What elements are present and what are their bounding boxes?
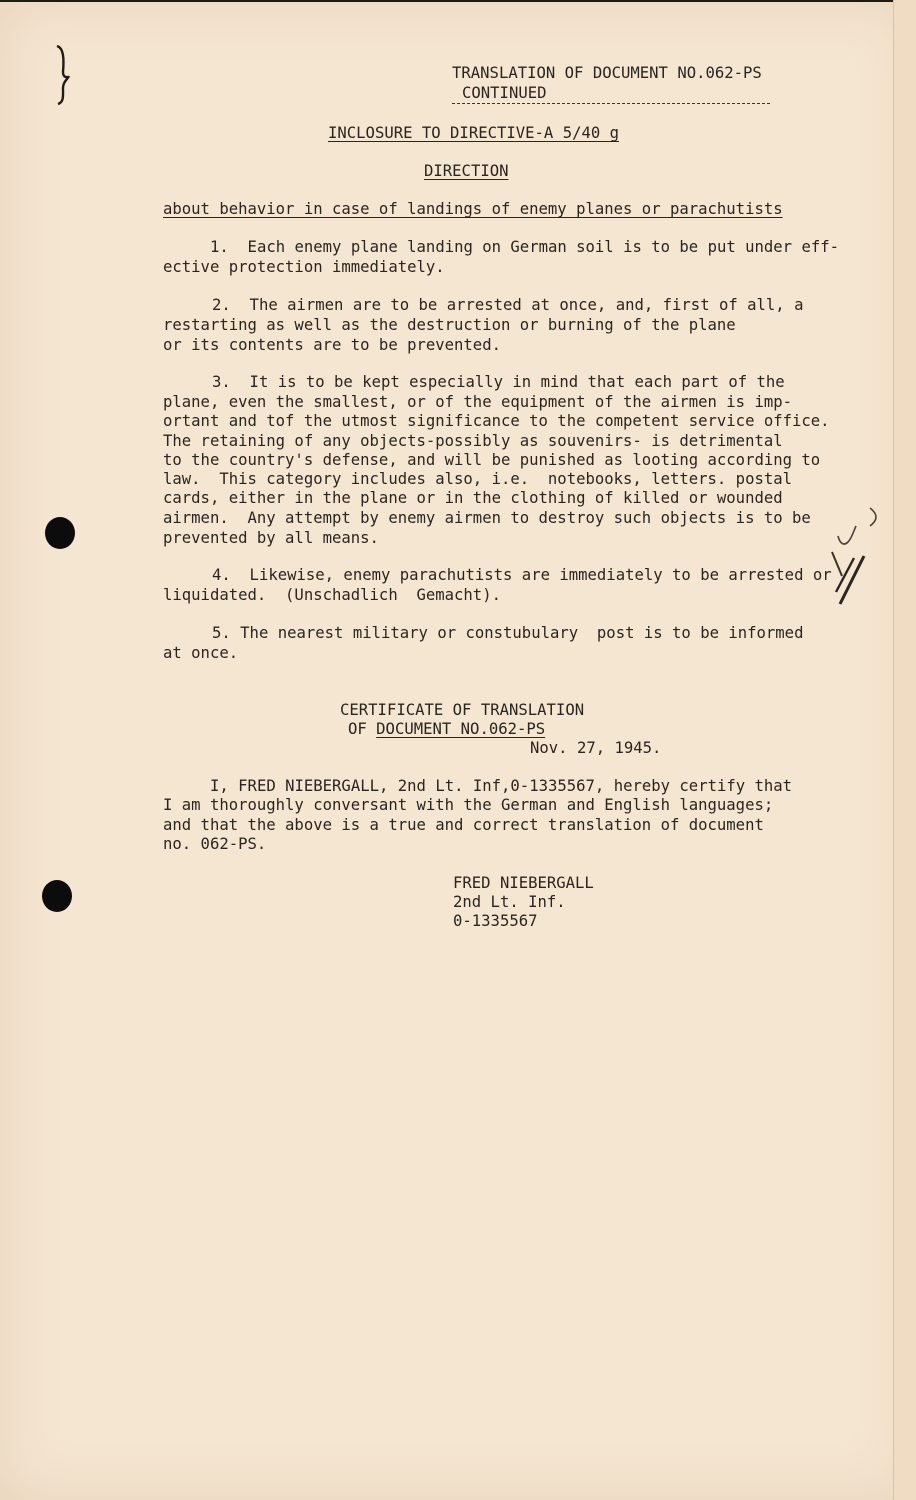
para1-line2: ective protection immediately. [163, 258, 445, 276]
para4-line1: 4. Likewise, enemy parachutists are immediately to be arrested or [212, 566, 832, 584]
certificate-doc-number: DOCUMENT NO.062-PS [376, 720, 546, 738]
certificate-date: Nov. 27, 1945. [530, 739, 662, 757]
signature-rank: 2nd Lt. Inf. [453, 893, 566, 911]
para3-line1: 3. It is to be kept especially in mind that each part of the [212, 373, 785, 391]
para1-line1: 1. Each enemy plane landing on German soil is to be put under eff- [210, 238, 840, 256]
para3-line6: law. This category includes also, i.e. notebooks, letters. postal [163, 470, 793, 488]
para2-line1: 2. The airmen are to be arrested at once, and, first of all, a [212, 296, 804, 314]
page-top-edge [0, 0, 916, 2]
certificate-doc-prefix: OF [348, 720, 377, 738]
para4-line2: liquidated. (Unschadlich Gemacht). [163, 586, 501, 604]
para3-line2: plane, even the smallest, or of the equipment of the airmen is imp- [163, 393, 793, 411]
header-underline [452, 103, 770, 104]
para3-line8: airmen. Any attempt by enemy airmen to destroy such objects is to be [163, 509, 811, 527]
bracket-mark-icon [52, 42, 74, 106]
header-line2: CONTINUED [462, 84, 547, 102]
signature-serial: 0-1335567 [453, 912, 538, 930]
certificate-body-line3: and that the above is a true and correct translation of document [163, 816, 764, 834]
certificate-body-line2: I am thoroughly conversant with the German and English languages; [163, 796, 774, 814]
page-right-edge [893, 0, 916, 1500]
para2-line3: or its contents are to be prevented. [163, 336, 501, 354]
certificate-doc-line [348, 720, 545, 739]
para5-line1: 5. The nearest military or constubulary post is to be informed [212, 624, 804, 642]
header-line1: TRANSLATION OF DOCUMENT NO.062-PS [452, 64, 762, 82]
inclosure-title: INCLOSURE TO DIRECTIVE-A 5/40 g [328, 124, 620, 142]
certificate-title: CERTIFICATE OF TRANSLATION [340, 701, 585, 719]
para3-line5: to the country's defense, and will be punished as looting according to [163, 451, 821, 469]
para3-line3: ortant and tof the utmost significance to the competent service office. [163, 412, 830, 430]
para3-line7: cards, either in the plane or in the clothing of killed or wounded [163, 489, 783, 507]
signature-name: FRED NIEBERGALL [453, 874, 594, 892]
punch-hole [45, 517, 75, 549]
para2-line2: restarting as well as the destruction or burning of the plane [163, 316, 736, 334]
direction-title: DIRECTION [424, 162, 509, 180]
certificate-body-line4: no. 062-PS. [163, 835, 267, 853]
punch-hole [42, 880, 72, 912]
para3-line9: prevented by all means. [163, 529, 379, 547]
subtitle: about behavior in case of landings of enemy planes or parachutists [163, 200, 783, 218]
para5-line2: at once. [163, 644, 239, 662]
handwritten-check-mark-icon [826, 500, 882, 610]
para3-line4: The retaining of any objects-possibly as souvenirs- is detrimental [163, 432, 783, 450]
certificate-body-line1: I, FRED NIEBERGALL, 2nd Lt. Inf,0-1335567, hereby certify that [210, 777, 793, 795]
